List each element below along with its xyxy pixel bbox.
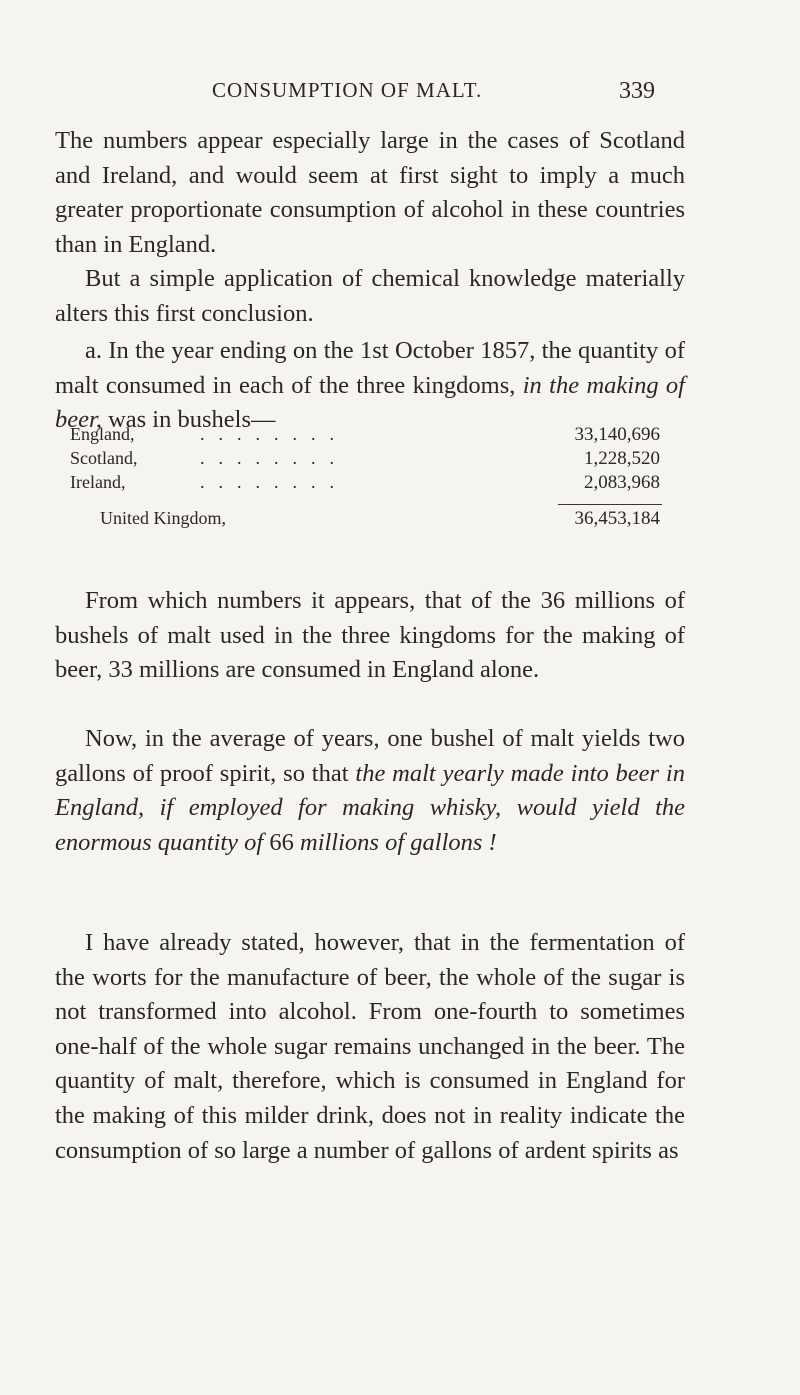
table-row <box>70 448 690 472</box>
running-title: CONSUMPTION OF MALT. <box>212 78 483 102</box>
paragraph-3-text <box>55 334 685 438</box>
paragraph-2-text: But a simple application of chemical knowledge materially alters this first conclusion. <box>55 265 685 327</box>
row-label: England, <box>70 424 135 444</box>
table-total-row <box>70 504 690 534</box>
paragraph-6-text: I have already stated, however, that in the fermentation of the worts for the manufacture of beer, the whole of the sugar is not transformed into alcohol. From one-fourth to sometimes one-half of the whole sugar remains unchanged in the beer. The quantity of malt, therefore, which is consumed in England for the making of this milder drink, does not in reality indicate the consumption of so large a number of gallons of ardent spirits as <box>55 929 685 1164</box>
page-number: 339 <box>619 78 655 104</box>
malt-consumption-table <box>70 424 690 534</box>
leader-dots: ........ <box>200 424 348 444</box>
paragraph-5-number: 66 <box>263 828 300 856</box>
paragraph-1-text: The numbers appear especially large in the cases of Scotland and Ireland, and would seem at first sight to imply a much greater proportionate consumption of alcohol in these countries than in England. <box>55 127 685 258</box>
running-head <box>0 78 800 108</box>
total-value: 36,453,184 <box>574 508 660 529</box>
paragraph-5-emphasis-2: millions of gallons ! <box>300 828 497 856</box>
total-rule <box>558 504 662 505</box>
paragraph-6 <box>55 926 685 1168</box>
paragraph-5-text <box>55 722 685 860</box>
leader-dots: ........ <box>200 472 348 492</box>
paragraph-5 <box>55 722 685 860</box>
row-value: 1,228,520 <box>584 448 660 469</box>
paragraph-1 <box>55 124 685 262</box>
paragraph-3-tail: was in bushels— <box>101 406 276 434</box>
table-row <box>70 472 690 496</box>
row-label: Scotland, <box>70 448 138 468</box>
paragraph-5-emphasis: the malt yearly made into beer in England, if employed for making whisky, would yield the enormous quantity of <box>55 759 685 856</box>
paragraph-4-text: From which numbers it appears, that of the 36 millions of bushels of malt used in the three kingdoms for the making of beer, 33 millions are consumed in England alone. <box>55 587 685 684</box>
table-row <box>70 424 690 448</box>
row-value: 2,083,968 <box>584 472 660 493</box>
leader-dots: ........ <box>200 448 348 468</box>
paragraph-4 <box>55 584 685 688</box>
row-label: Ireland, <box>70 472 126 492</box>
total-label: United Kingdom, <box>100 508 226 528</box>
row-value: 33,140,696 <box>574 424 660 445</box>
paragraph-3 <box>55 334 685 438</box>
paragraph-3-lead: a. In the year ending on the 1st October 1857, the quantity of malt consumed in each of the three kingdoms, <box>55 337 685 399</box>
paragraph-5-lead: Now, in the average of years, one bushel of malt yields two gallons of proof spirit, so that <box>55 725 685 787</box>
paragraph-2 <box>55 262 685 331</box>
paragraph-3-emphasis: in the making of beer, <box>55 371 685 434</box>
